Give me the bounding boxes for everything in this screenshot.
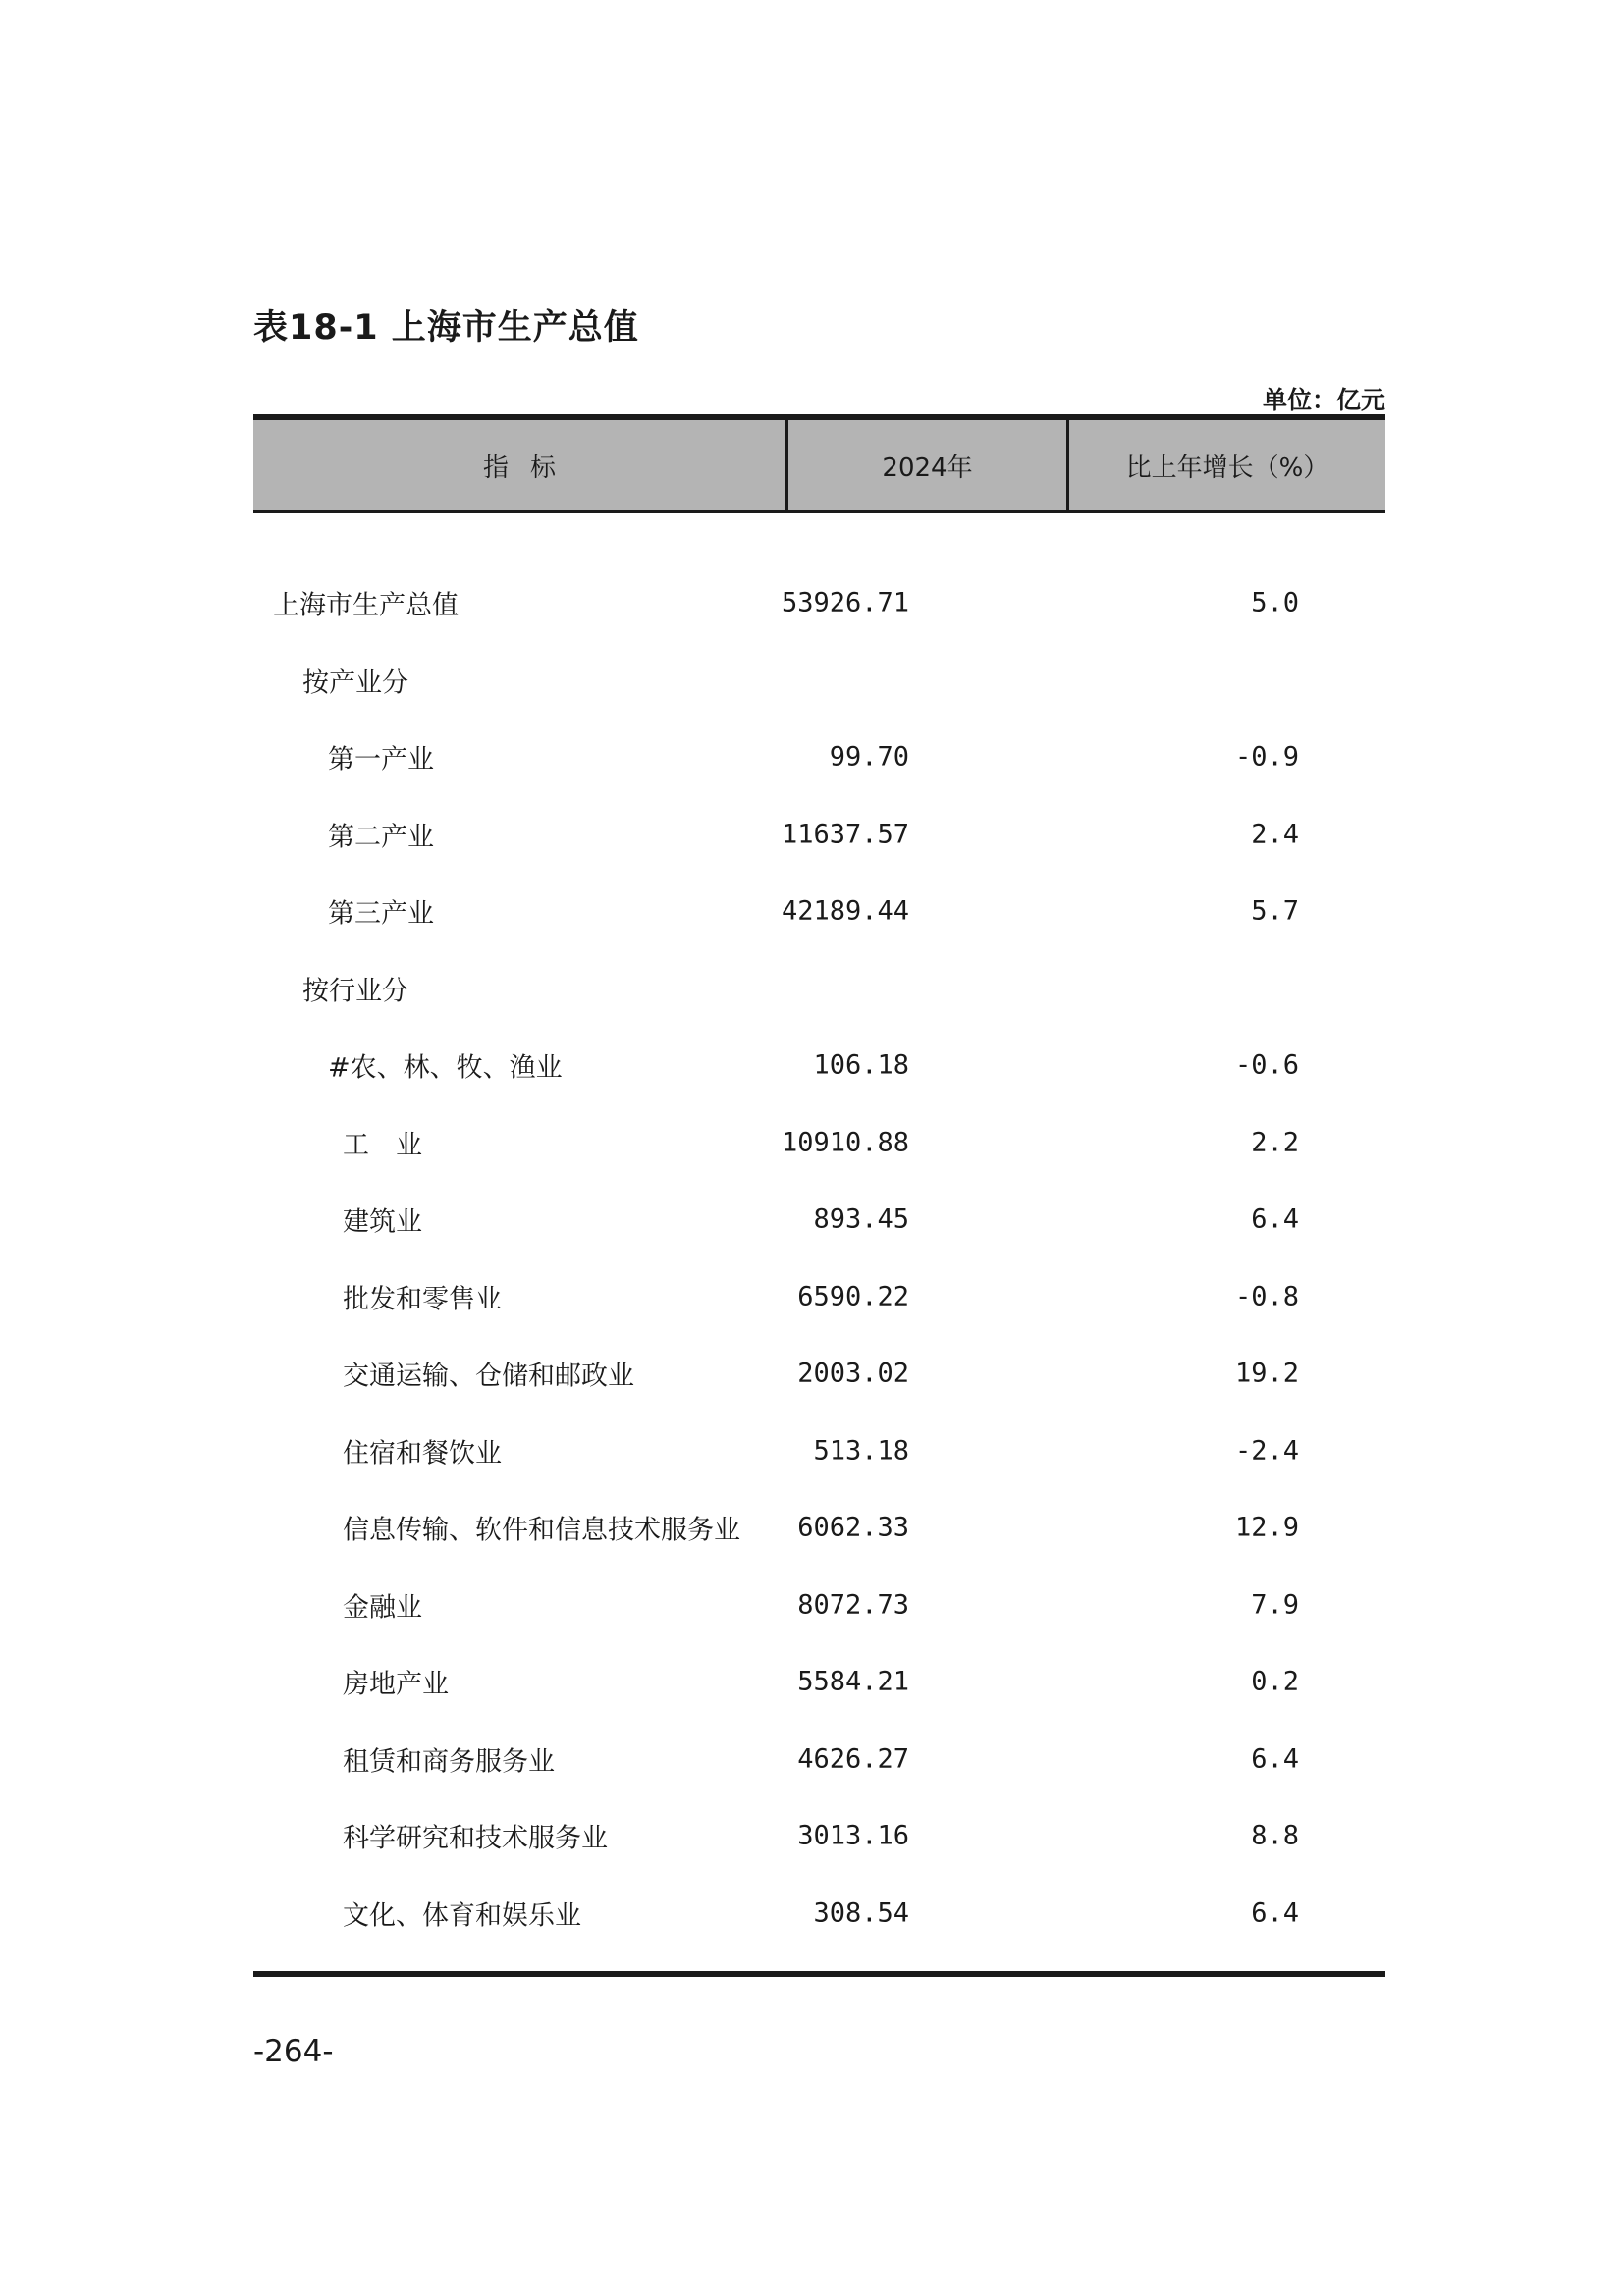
row-value-2024: 893.45 xyxy=(813,1203,909,1235)
row-indicator: 批发和零售业 xyxy=(343,1284,502,1315)
table-row xyxy=(253,796,1385,874)
row-indicator: 交通运输、仓储和邮政业 xyxy=(343,1361,634,1392)
table-row xyxy=(253,719,1385,796)
table-row xyxy=(253,1027,1385,1104)
row-value-2024: 53926.71 xyxy=(781,587,909,618)
table-row xyxy=(253,1797,1385,1875)
table-row xyxy=(253,1181,1385,1258)
gdp-table xyxy=(253,414,1385,1951)
table-row xyxy=(253,564,1385,642)
page-number: -264- xyxy=(253,2034,334,2069)
row-growth: 2.2 xyxy=(1251,1127,1299,1158)
row-value-2024: 2003.02 xyxy=(797,1358,909,1389)
header-year: 2024年 xyxy=(785,420,1066,510)
row-growth: -0.6 xyxy=(1234,1049,1299,1081)
row-indicator: 上海市生产总值 xyxy=(273,590,459,621)
table-row xyxy=(253,1335,1385,1413)
row-indicator: 建筑业 xyxy=(343,1206,422,1238)
table-row xyxy=(253,1258,1385,1336)
row-indicator: 金融业 xyxy=(343,1592,422,1624)
table-row xyxy=(253,1643,1385,1721)
row-growth: 19.2 xyxy=(1234,1358,1299,1389)
table-row xyxy=(253,642,1385,720)
row-growth: 2.4 xyxy=(1251,819,1299,850)
row-growth: 7.9 xyxy=(1251,1589,1299,1621)
row-value-2024: 3013.16 xyxy=(797,1820,909,1851)
row-value-2024: 6590.22 xyxy=(797,1281,909,1312)
table-row xyxy=(253,950,1385,1028)
table-row xyxy=(253,1875,1385,1952)
row-indicator: 住宿和餐饮业 xyxy=(343,1438,502,1469)
table-row xyxy=(253,873,1385,950)
row-indicator: 按行业分 xyxy=(302,976,408,1007)
table-row xyxy=(253,1721,1385,1798)
row-indicator: 科学研究和技术服务业 xyxy=(343,1823,608,1854)
unit-label: 单位：亿元 xyxy=(1262,386,1385,414)
row-value-2024: 513.18 xyxy=(813,1435,909,1467)
row-value-2024: 11637.57 xyxy=(781,819,909,850)
table-bottom-rule xyxy=(253,1971,1385,1977)
row-value-2024: 106.18 xyxy=(813,1049,909,1081)
row-value-2024: 8072.73 xyxy=(797,1589,909,1621)
row-growth: -2.4 xyxy=(1234,1435,1299,1467)
table-row xyxy=(253,1104,1385,1182)
row-growth: 6.4 xyxy=(1251,1203,1299,1235)
table-row xyxy=(253,1567,1385,1644)
row-growth: -0.9 xyxy=(1234,741,1299,773)
row-indicator: 信息传输、软件和信息技术服务业 xyxy=(343,1515,740,1546)
row-indicator: 第二产业 xyxy=(328,822,434,853)
page-title: 表18-1 上海市生产总值 xyxy=(253,308,639,347)
row-value-2024: 4626.27 xyxy=(797,1743,909,1775)
row-growth: 6.4 xyxy=(1251,1743,1299,1775)
row-value-2024: 308.54 xyxy=(813,1897,909,1929)
table-header xyxy=(253,414,1385,513)
table-row xyxy=(253,1489,1385,1567)
row-indicator: 工 业 xyxy=(343,1130,422,1161)
header-indicator: 指标 xyxy=(482,453,577,483)
row-growth: 0.2 xyxy=(1251,1666,1299,1697)
row-indicator: 文化、体育和娱乐业 xyxy=(343,1900,581,1932)
row-value-2024: 6062.33 xyxy=(797,1512,909,1543)
table-body xyxy=(253,513,1385,1951)
row-growth: 12.9 xyxy=(1234,1512,1299,1543)
row-growth: 5.7 xyxy=(1251,895,1299,927)
row-growth: 8.8 xyxy=(1251,1820,1299,1851)
row-growth: 5.0 xyxy=(1251,587,1299,618)
table-row xyxy=(253,1413,1385,1490)
row-value-2024: 99.70 xyxy=(829,741,909,773)
row-growth: -0.8 xyxy=(1234,1281,1299,1312)
row-indicator: 租赁和商务服务业 xyxy=(343,1746,555,1778)
row-indicator: #农、林、牧、渔业 xyxy=(328,1052,563,1084)
header-growth: 比上年增长（%） xyxy=(1066,420,1385,510)
row-growth: 6.4 xyxy=(1251,1897,1299,1929)
row-indicator: 房地产业 xyxy=(343,1669,449,1700)
row-value-2024: 10910.88 xyxy=(781,1127,909,1158)
row-indicator: 第三产业 xyxy=(328,898,434,930)
row-indicator: 按产业分 xyxy=(302,667,408,699)
row-value-2024: 5584.21 xyxy=(797,1666,909,1697)
row-value-2024: 42189.44 xyxy=(781,895,909,927)
row-indicator: 第一产业 xyxy=(328,744,434,775)
